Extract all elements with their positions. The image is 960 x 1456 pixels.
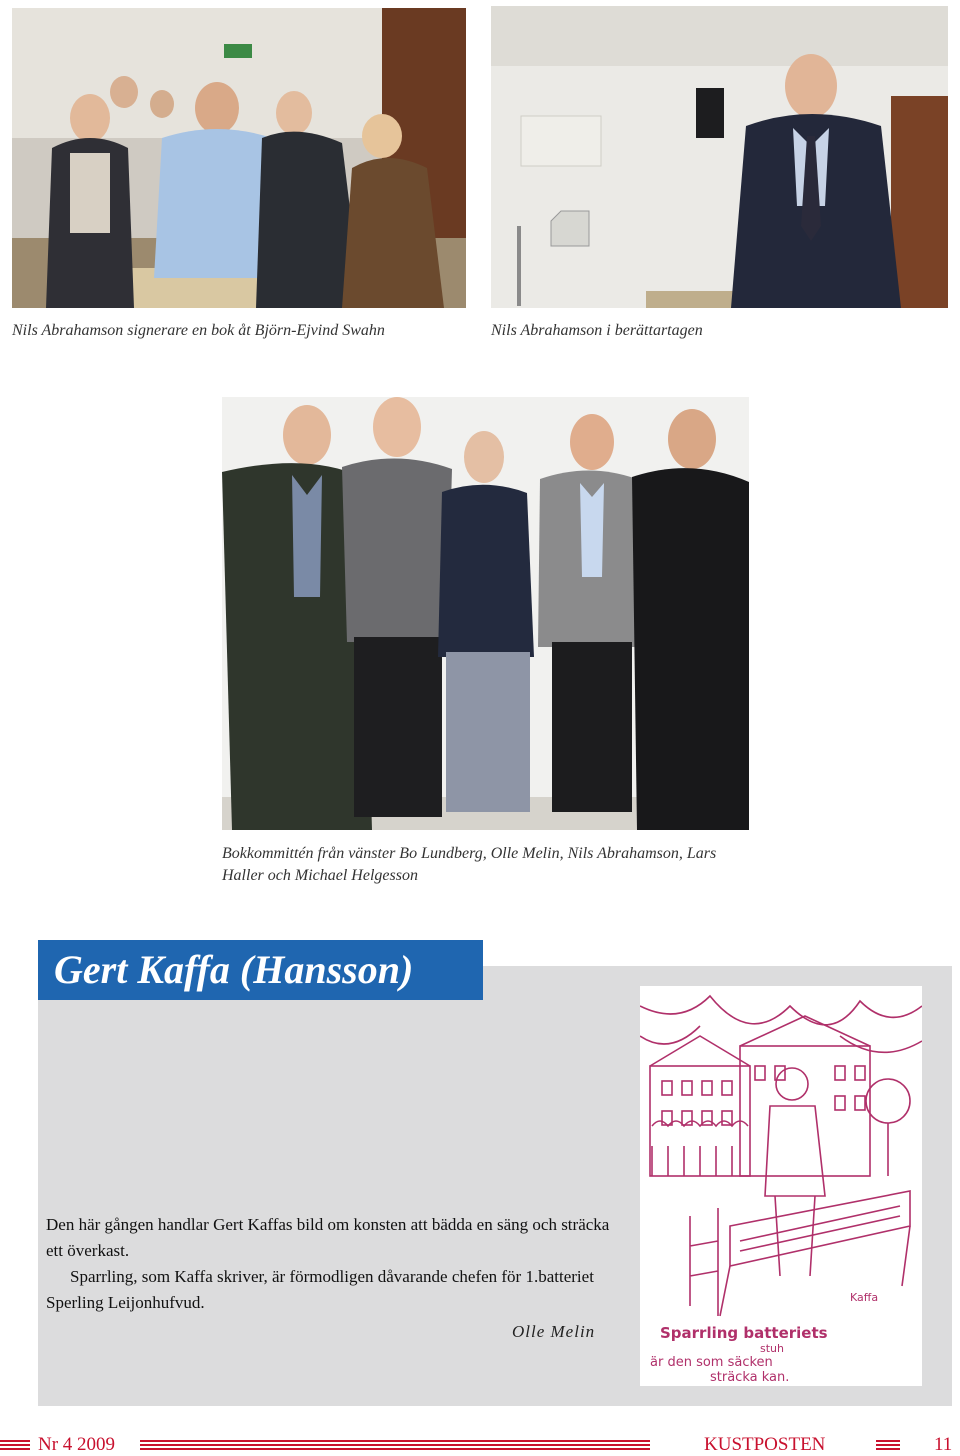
footer-stripes-right [876, 1440, 900, 1450]
drawing-text-line3: är den som säcken [650, 1355, 773, 1370]
photo-book-signing-image [12, 8, 466, 308]
caption-storytelling: Nils Abrahamson i berättartagen [491, 322, 703, 339]
article-title: Gert Kaffa (Hansson) [38, 940, 483, 1000]
footer-page-number: 11 [934, 1434, 953, 1455]
photo-book-signing [12, 8, 466, 308]
photo-committee [222, 397, 749, 830]
footer-stripes-middle [140, 1440, 650, 1450]
photo-storytelling [491, 6, 948, 308]
footer-publication: KUSTPOSTEN [704, 1434, 826, 1455]
drawing-text-line1: Sparrling batteriets [660, 1324, 828, 1342]
page-footer [0, 1432, 960, 1454]
footer-stripes-left [0, 1440, 30, 1450]
drawing-text-line2: stuh [760, 1342, 784, 1355]
caption-committee: Bokkommittén från vänster Bo Lundberg, Olle Melin, Nils Abrahamson, Lars Haller och Michael Helgesson [222, 845, 717, 884]
photo-committee-image [222, 397, 749, 830]
article-author: Olle Melin [512, 1322, 596, 1341]
drawing-text-line4: sträcka kan. [710, 1370, 790, 1385]
photo-storytelling-image [491, 6, 948, 308]
drawing-signature: Kaffa [850, 1291, 879, 1304]
gert-kaffa-drawing [640, 986, 922, 1386]
article-body [46, 1212, 616, 1316]
caption-book-signing: Nils Abrahamson signerare en bok åt Björn-Ejvind Swahn [12, 322, 385, 339]
footer-issue: Nr 4 2009 [38, 1434, 116, 1455]
drawing-image [640, 986, 922, 1386]
article-paragraph-1: Den här gången handlar Gert Kaffas bild om konsten att bädda en säng och sträcka ett överkast. [46, 1215, 610, 1260]
article-paragraph-2: Sparrling, som Kaffa skriver, är förmodligen dåvarande chefen för 1.batteriet Sperling Leijonhufvud. [46, 1267, 594, 1312]
